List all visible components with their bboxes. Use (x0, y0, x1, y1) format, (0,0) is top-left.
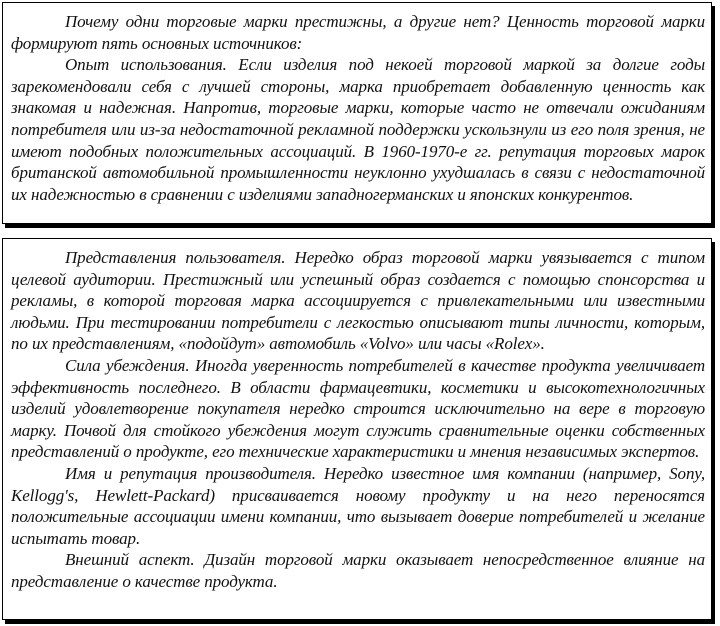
paragraph-manufacturer-reputation: Имя и репутация производителя. Нередко известное имя компании (например, Sony, Kellogg's, Hewlett-Packard) присваивается новому продукту и на него переносятся положительные ассоциации имени компании, что вызывает доверие потребителей и желание испытать товар. (11, 463, 705, 548)
paragraph-external-aspect: Внешний аспект. Дизайн торговой марки оказывает непосредственное влияние на представление о качестве продукта. (11, 550, 705, 591)
text-box-brand-value-continued (2, 238, 712, 620)
paragraph-power-of-belief: Сила убеждения. Иногда уверенность потребителей в качестве продукта увеличивает эффективность последнего. В области фармацевтики, косметики и высокотехнологичных изделий удовлетворение покупателя нередко строится исключительно на вере в торговую марку. Почвой для стойкого убеждения могут служить сравнительные оценки собственных представлений о продукте, его технические характеристики и мнения независимых экспертов. (11, 355, 705, 462)
paragraph-experience-of-use: Опыт использования. Если изделия под некоей торговой маркой за долгие годы зарекомендовали себя с лучшей стороны, марка приобретает добавленную ценность как знакомая и надежная. Напротив, торговые марки, которые часто не отвечали ожиданиям потребителя или из-за недостаточной рекламной поддержки ускользнули из его поля зрения, не имеют подобных положительных ассоциаций. В 1960-1970-е гг. репутация торговых марок британской автомобильной промышленности неуклонно ухудшалась в связи с недостаточной их надежностью в сравнении с изделиями западногерманских и японских конкурентов. (11, 55, 705, 204)
paragraph-intro: Почему одни торговые марки престижны, а другие нет? Ценность торговой марки формируют пять основных источников: (11, 12, 705, 53)
paragraph-user-perceptions: Представления пользователя. Нередко образ торговой марки увязывается с типом целевой аудитории. Престижный или успешный образ создается с помощью спонсорства и рекламы, в которой торговая марка ассоциируется с привлекательными или известными людьми. При тестировании потребители с легкостью описывают типы личности, которым, по их представлениям, «подойдут» автомобиль «Volvo» или часы «Rolex». (11, 248, 705, 354)
text-box-brand-value-sources (2, 2, 712, 224)
